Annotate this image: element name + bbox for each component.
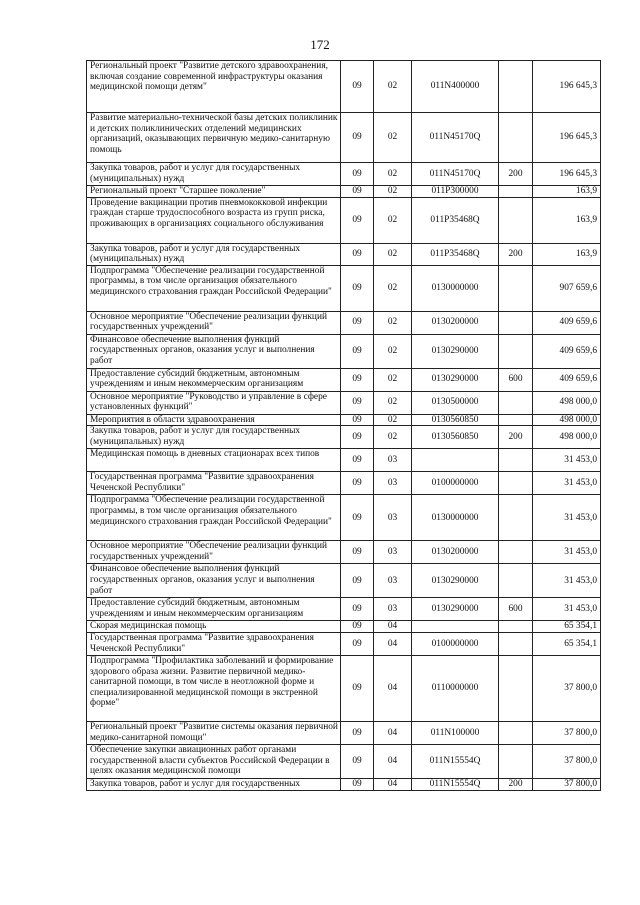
- row-amount: 163,9: [533, 243, 601, 265]
- row-name: Региональный проект "Развитие детского здравоохранения, включая создание современной инфраструктуры оказания медицинской помощи детям": [87, 61, 341, 113]
- row-target-article: 0100000000: [412, 472, 499, 495]
- row-section: 09: [341, 655, 374, 721]
- row-section: 09: [341, 449, 374, 472]
- row-expense-type: [499, 414, 533, 426]
- row-expense-type: 200: [499, 163, 533, 186]
- table-row: [87, 426, 601, 449]
- row-expense-type: [499, 113, 533, 163]
- row-section: 09: [341, 61, 374, 113]
- table-row: [87, 414, 601, 426]
- row-target-article: 0130560850: [412, 426, 499, 449]
- row-expense-type: [499, 621, 533, 633]
- row-section: 09: [341, 334, 374, 368]
- row-subsection: 03: [374, 541, 412, 564]
- row-name: Государственная программа "Развитие здравоохранения Чеченской Республики": [87, 472, 341, 495]
- row-target-article: 011P35468Q: [412, 243, 499, 265]
- row-expense-type: [499, 61, 533, 113]
- row-target-article: 0130000000: [412, 265, 499, 311]
- row-target-article: 0130290000: [412, 368, 499, 391]
- row-amount: 409 659,6: [533, 334, 601, 368]
- row-section: 09: [341, 311, 374, 334]
- row-subsection: 04: [374, 621, 412, 633]
- row-amount: 31 453,0: [533, 449, 601, 472]
- row-expense-type: [499, 265, 533, 311]
- row-expense-type: [499, 449, 533, 472]
- table-row: [87, 541, 601, 564]
- row-expense-type: 200: [499, 243, 533, 265]
- page-number: 172: [310, 37, 330, 52]
- row-section: 09: [341, 368, 374, 391]
- row-amount: 196 645,3: [533, 163, 601, 186]
- table-row: [87, 472, 601, 495]
- table-row: [87, 449, 601, 472]
- table-row: [87, 186, 601, 198]
- row-amount: 498 000,0: [533, 391, 601, 414]
- table-row: [87, 311, 601, 334]
- row-target-article: 011N100000: [412, 721, 499, 744]
- row-section: 09: [341, 721, 374, 744]
- row-expense-type: [499, 334, 533, 368]
- row-name: Закупка товаров, работ и услуг для государственных: [87, 778, 341, 790]
- row-expense-type: [499, 744, 533, 778]
- row-target-article: 0130290000: [412, 598, 499, 621]
- row-expense-type: [499, 541, 533, 564]
- table-row: [87, 197, 601, 243]
- row-section: 09: [341, 632, 374, 655]
- row-subsection: 02: [374, 243, 412, 265]
- row-name: Закупка товаров, работ и услуг для государственных (муниципальных) нужд: [87, 426, 341, 449]
- row-subsection: 03: [374, 449, 412, 472]
- row-expense-type: [499, 632, 533, 655]
- row-target-article: 0100000000: [412, 632, 499, 655]
- row-expense-type: [499, 197, 533, 243]
- row-name: Подпрограмма "Профилактика заболеваний и формирование здорового образа жизни. Развитие первичной медико-санитарной помощи, в том числе в неотложной форме и специализированной медицинской помощи в экстренной форме": [87, 655, 341, 721]
- row-subsection: 04: [374, 721, 412, 744]
- row-target-article: 0130290000: [412, 334, 499, 368]
- row-target-article: [412, 621, 499, 633]
- row-amount: 31 453,0: [533, 495, 601, 541]
- row-name: Финансовое обеспечение выполнения функций государственных органов, оказания услуг и выполнения работ: [87, 564, 341, 598]
- row-subsection: 03: [374, 495, 412, 541]
- row-section: 09: [341, 564, 374, 598]
- table-row: [87, 163, 601, 186]
- row-subsection: 02: [374, 197, 412, 243]
- row-amount: 409 659,6: [533, 368, 601, 391]
- row-expense-type: [499, 186, 533, 198]
- table-row: [87, 334, 601, 368]
- row-subsection: 02: [374, 334, 412, 368]
- row-name: Региональный проект "Старшее поколение": [87, 186, 341, 198]
- row-section: 09: [341, 598, 374, 621]
- row-section: 09: [341, 186, 374, 198]
- row-subsection: 02: [374, 186, 412, 198]
- row-amount: 409 659,6: [533, 311, 601, 334]
- table-row: [87, 243, 601, 265]
- table-row: [87, 61, 601, 113]
- row-subsection: 02: [374, 426, 412, 449]
- row-section: 09: [341, 426, 374, 449]
- row-subsection: 04: [374, 632, 412, 655]
- row-target-article: [412, 449, 499, 472]
- row-subsection: 04: [374, 655, 412, 721]
- row-subsection: 02: [374, 368, 412, 391]
- row-amount: 907 659,6: [533, 265, 601, 311]
- row-expense-type: 200: [499, 778, 533, 790]
- table-row: [87, 495, 601, 541]
- row-expense-type: 600: [499, 598, 533, 621]
- row-amount: 31 453,0: [533, 541, 601, 564]
- row-name: Основное мероприятие "Обеспечение реализации функций государственных учреждений": [87, 311, 341, 334]
- row-target-article: 0130200000: [412, 311, 499, 334]
- row-name: Финансовое обеспечение выполнения функций государственных органов, оказания услуг и выполнения работ: [87, 334, 341, 368]
- row-section: 09: [341, 541, 374, 564]
- row-amount: 31 453,0: [533, 472, 601, 495]
- row-name: Проведение вакцинации против пневмококковой инфекции граждан старше трудоспособного возраста из групп риска, проживающих в организациях социального обслуживания: [87, 197, 341, 243]
- row-name: Мероприятия в области здравоохранения: [87, 414, 341, 426]
- table-row: [87, 621, 601, 633]
- row-expense-type: [499, 391, 533, 414]
- row-section: 09: [341, 163, 374, 186]
- row-target-article: 0130500000: [412, 391, 499, 414]
- row-expense-type: [499, 495, 533, 541]
- row-target-article: 0130200000: [412, 541, 499, 564]
- row-subsection: 03: [374, 564, 412, 598]
- row-expense-type: [499, 564, 533, 598]
- row-amount: 37 800,0: [533, 778, 601, 790]
- row-target-article: 0130000000: [412, 495, 499, 541]
- row-expense-type: [499, 655, 533, 721]
- row-amount: 37 800,0: [533, 721, 601, 744]
- row-target-article: 0130290000: [412, 564, 499, 598]
- table-row: [87, 113, 601, 163]
- row-amount: 65 354,1: [533, 621, 601, 633]
- row-subsection: 03: [374, 472, 412, 495]
- table-row: [87, 778, 601, 790]
- row-name: Подпрограмма "Обеспечение реализации государственной программы, в том числе организация обязательного медицинского страхования граждан Российской Федерации": [87, 265, 341, 311]
- row-amount: 37 800,0: [533, 655, 601, 721]
- row-target-article: 011N400000: [412, 61, 499, 113]
- row-expense-type: [499, 721, 533, 744]
- row-name: Скорая медицинская помощь: [87, 621, 341, 633]
- row-name: Основное мероприятие "Руководство и управление в сфере установленных функций": [87, 391, 341, 414]
- row-amount: 498 000,0: [533, 414, 601, 426]
- budget-table: [86, 60, 601, 791]
- row-target-article: 011N45170Q: [412, 113, 499, 163]
- table-row: [87, 265, 601, 311]
- row-expense-type: 600: [499, 368, 533, 391]
- row-name: Медицинская помощь в дневных стационарах всех типов: [87, 449, 341, 472]
- row-expense-type: 200: [499, 426, 533, 449]
- row-subsection: 02: [374, 163, 412, 186]
- row-expense-type: [499, 472, 533, 495]
- row-amount: 498 000,0: [533, 426, 601, 449]
- row-section: 09: [341, 243, 374, 265]
- row-section: 09: [341, 197, 374, 243]
- row-amount: 196 645,3: [533, 61, 601, 113]
- row-section: 09: [341, 472, 374, 495]
- row-subsection: 04: [374, 778, 412, 790]
- table-row: [87, 721, 601, 744]
- row-section: 09: [341, 621, 374, 633]
- row-name: Основное мероприятие "Обеспечение реализации функций государственных учреждений": [87, 541, 341, 564]
- row-section: 09: [341, 744, 374, 778]
- row-amount: 196 645,3: [533, 113, 601, 163]
- row-expense-type: [499, 311, 533, 334]
- row-amount: 163,9: [533, 186, 601, 198]
- row-target-article: 011P35468Q: [412, 197, 499, 243]
- row-target-article: 0110000000: [412, 655, 499, 721]
- row-subsection: 02: [374, 265, 412, 311]
- row-amount: 31 453,0: [533, 564, 601, 598]
- row-subsection: 02: [374, 391, 412, 414]
- row-target-article: 011P300000: [412, 186, 499, 198]
- row-section: 09: [341, 778, 374, 790]
- row-name: Государственная программа "Развитие здравоохранения Чеченской Республики": [87, 632, 341, 655]
- table-row: [87, 744, 601, 778]
- row-target-article: 011N45170Q: [412, 163, 499, 186]
- row-name: Предоставление субсидий бюджетным, автономным учреждениям и иным некоммерческим организациям: [87, 368, 341, 391]
- row-name: Подпрограмма "Обеспечение реализации государственной программы, в том числе организация обязательного медицинского страхования граждан Российской Федерации": [87, 495, 341, 541]
- row-name: Предоставление субсидий бюджетным, автономным учреждениям и иным некоммерческим организациям: [87, 598, 341, 621]
- table-row: [87, 655, 601, 721]
- row-subsection: 04: [374, 744, 412, 778]
- row-section: 09: [341, 391, 374, 414]
- row-name: Региональный проект "Развитие системы оказания первичной медико-санитарной помощи": [87, 721, 341, 744]
- table-row: [87, 564, 601, 598]
- row-name: Обеспечение закупки авиационных работ органами государственной власти субъектов Российской Федерации в целях оказания медицинской помощи: [87, 744, 341, 778]
- table-row: [87, 368, 601, 391]
- row-amount: 65 354,1: [533, 632, 601, 655]
- row-subsection: 02: [374, 113, 412, 163]
- row-name: Закупка товаров, работ и услуг для государственных (муниципальных) нужд: [87, 163, 341, 186]
- row-section: 09: [341, 113, 374, 163]
- row-subsection: 02: [374, 311, 412, 334]
- row-name: Развитие материально-технической базы детских поликлиник и детских поликлинических отделений медицинских организаций, оказывающих первичную медико-санитарную помощь: [87, 113, 341, 163]
- row-target-article: 011N15554Q: [412, 778, 499, 790]
- row-amount: 163,9: [533, 197, 601, 243]
- row-target-article: 011N15554Q: [412, 744, 499, 778]
- row-amount: 37 800,0: [533, 744, 601, 778]
- row-section: 09: [341, 414, 374, 426]
- row-target-article: 0130560850: [412, 414, 499, 426]
- row-subsection: 03: [374, 598, 412, 621]
- table-row: [87, 598, 601, 621]
- row-name: Закупка товаров, работ и услуг для государственных (муниципальных) нужд: [87, 243, 341, 265]
- row-section: 09: [341, 495, 374, 541]
- row-subsection: 02: [374, 414, 412, 426]
- row-amount: 31 453,0: [533, 598, 601, 621]
- table-row: [87, 632, 601, 655]
- table-row: [87, 391, 601, 414]
- row-subsection: 02: [374, 61, 412, 113]
- row-section: 09: [341, 265, 374, 311]
